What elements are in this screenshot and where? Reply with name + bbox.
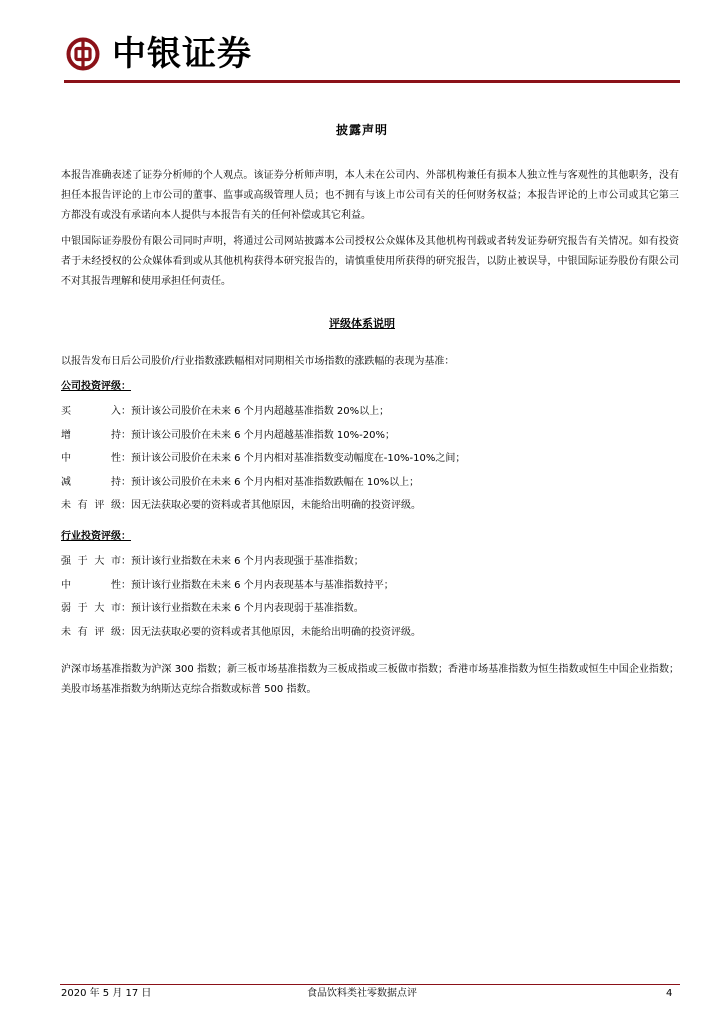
industry-rating-item [61,597,679,621]
rating-name: 强于大市 [61,556,121,567]
header-divider [64,80,680,83]
industry-rating-item [61,621,679,645]
industry-rating-item [61,550,679,574]
rating-name: 中 性 [61,453,121,464]
rating-intro: 以报告发布日后公司股价/行业指数涨跌幅相对同期相关市场指数的涨跌幅的表现为基准： [61,356,455,367]
rating-name: 弱于大市 [61,603,121,614]
company-rating-item [61,471,679,495]
company-rating-list [61,400,679,518]
rating-name: 减 持 [61,476,121,488]
rating-desc: ：预计该公司股价在未来 6 个月内超越基准指数 20%以上； [121,406,390,417]
rating-name: 增 持 [61,429,121,441]
company-rating-item [61,400,679,424]
industry-rating-heading: 行业投资评级： [61,531,131,542]
benchmark-note: 沪深市场基准指数为沪深 300 指数；新三板市场基准指数为三板成指或三板做市指数；香港市场基准指数为恒生指数或恒生中国企业指数；美股市场基准指数为纳斯达克综合指数或标普 500 指数。 [61,664,679,695]
company-rating-item [61,424,679,448]
disclosure-title: 披露声明 [335,123,388,137]
company-rating-item [61,447,679,471]
report-date: 2020 年 5 月 17 日 [61,988,152,999]
page-number: 4 [666,988,673,999]
report-title: 食品饮料类社零数据点评 [307,988,417,999]
brand-name: 中银证券 [112,34,252,74]
rating-desc: ：预计该公司股价在未来 6 个月内相对基准指数变动幅度在-10%-10%之间； [121,453,466,464]
rating-name: 中 性 [61,579,121,591]
rating-desc: ：预计该公司股价在未来 6 个月内相对基准指数跌幅在 10%以上； [121,476,420,488]
rating-name: 未有评级 [61,500,121,511]
rating-desc: ：预计该公司股价在未来 6 个月内超越基准指数 10%-20%； [121,429,395,441]
page-header [0,0,724,84]
disclosure-paragraph-2: 中银国际证券股份有限公司同时声明，将通过公司网站披露本公司授权公众媒体及其他机构刊载或者转发证券研究报告有关情况。如有投资者于未经授权的公众媒体看到或从其他机构获得本研究报告的，请慎重使用所获得的研究报告，以防止被误导，中银国际证券股份有限公司不对其报告理解和使用承担任何责任。 [61,236,679,287]
industry-rating-list [61,550,679,644]
footer-divider [60,984,680,985]
rating-desc: ：预计该行业指数在未来 6 个月内表现弱于基准指数。 [121,603,364,614]
company-rating-heading: 公司投资评级： [61,381,131,392]
rating-system-title: 评级体系说明 [329,317,395,330]
rating-desc: ：预计该行业指数在未来 6 个月内表现基本与基准指数持平； [121,579,394,591]
rating-desc: ：预计该行业指数在未来 6 个月内表现强于基准指数； [121,556,364,567]
rating-name: 买 入 [61,406,121,417]
industry-rating-item [61,574,679,598]
rating-name: 未有评级 [61,626,121,638]
rating-desc: ：因无法获取必要的资料或者其他原因，未能给出明确的投资评级。 [121,626,421,638]
bank-of-china-logo-icon [66,37,100,71]
rating-desc: ：因无法获取必要的资料或者其他原因，未能给出明确的投资评级。 [121,500,421,511]
company-rating-item [61,494,679,518]
disclosure-paragraph-1: 本报告准确表述了证券分析师的个人观点。该证券分析师声明，本人未在公司内、外部机构兼任有损本人独立性与客观性的其他职务，没有担任本报告评论的上市公司的董事、监事或高级管理人员；也不拥有与该上市公司有关的任何财务权益；本报告评论的上市公司或其它第三方都没有或没有承诺向本人提供与本报告有关的任何补偿或其它利益。 [61,170,679,221]
